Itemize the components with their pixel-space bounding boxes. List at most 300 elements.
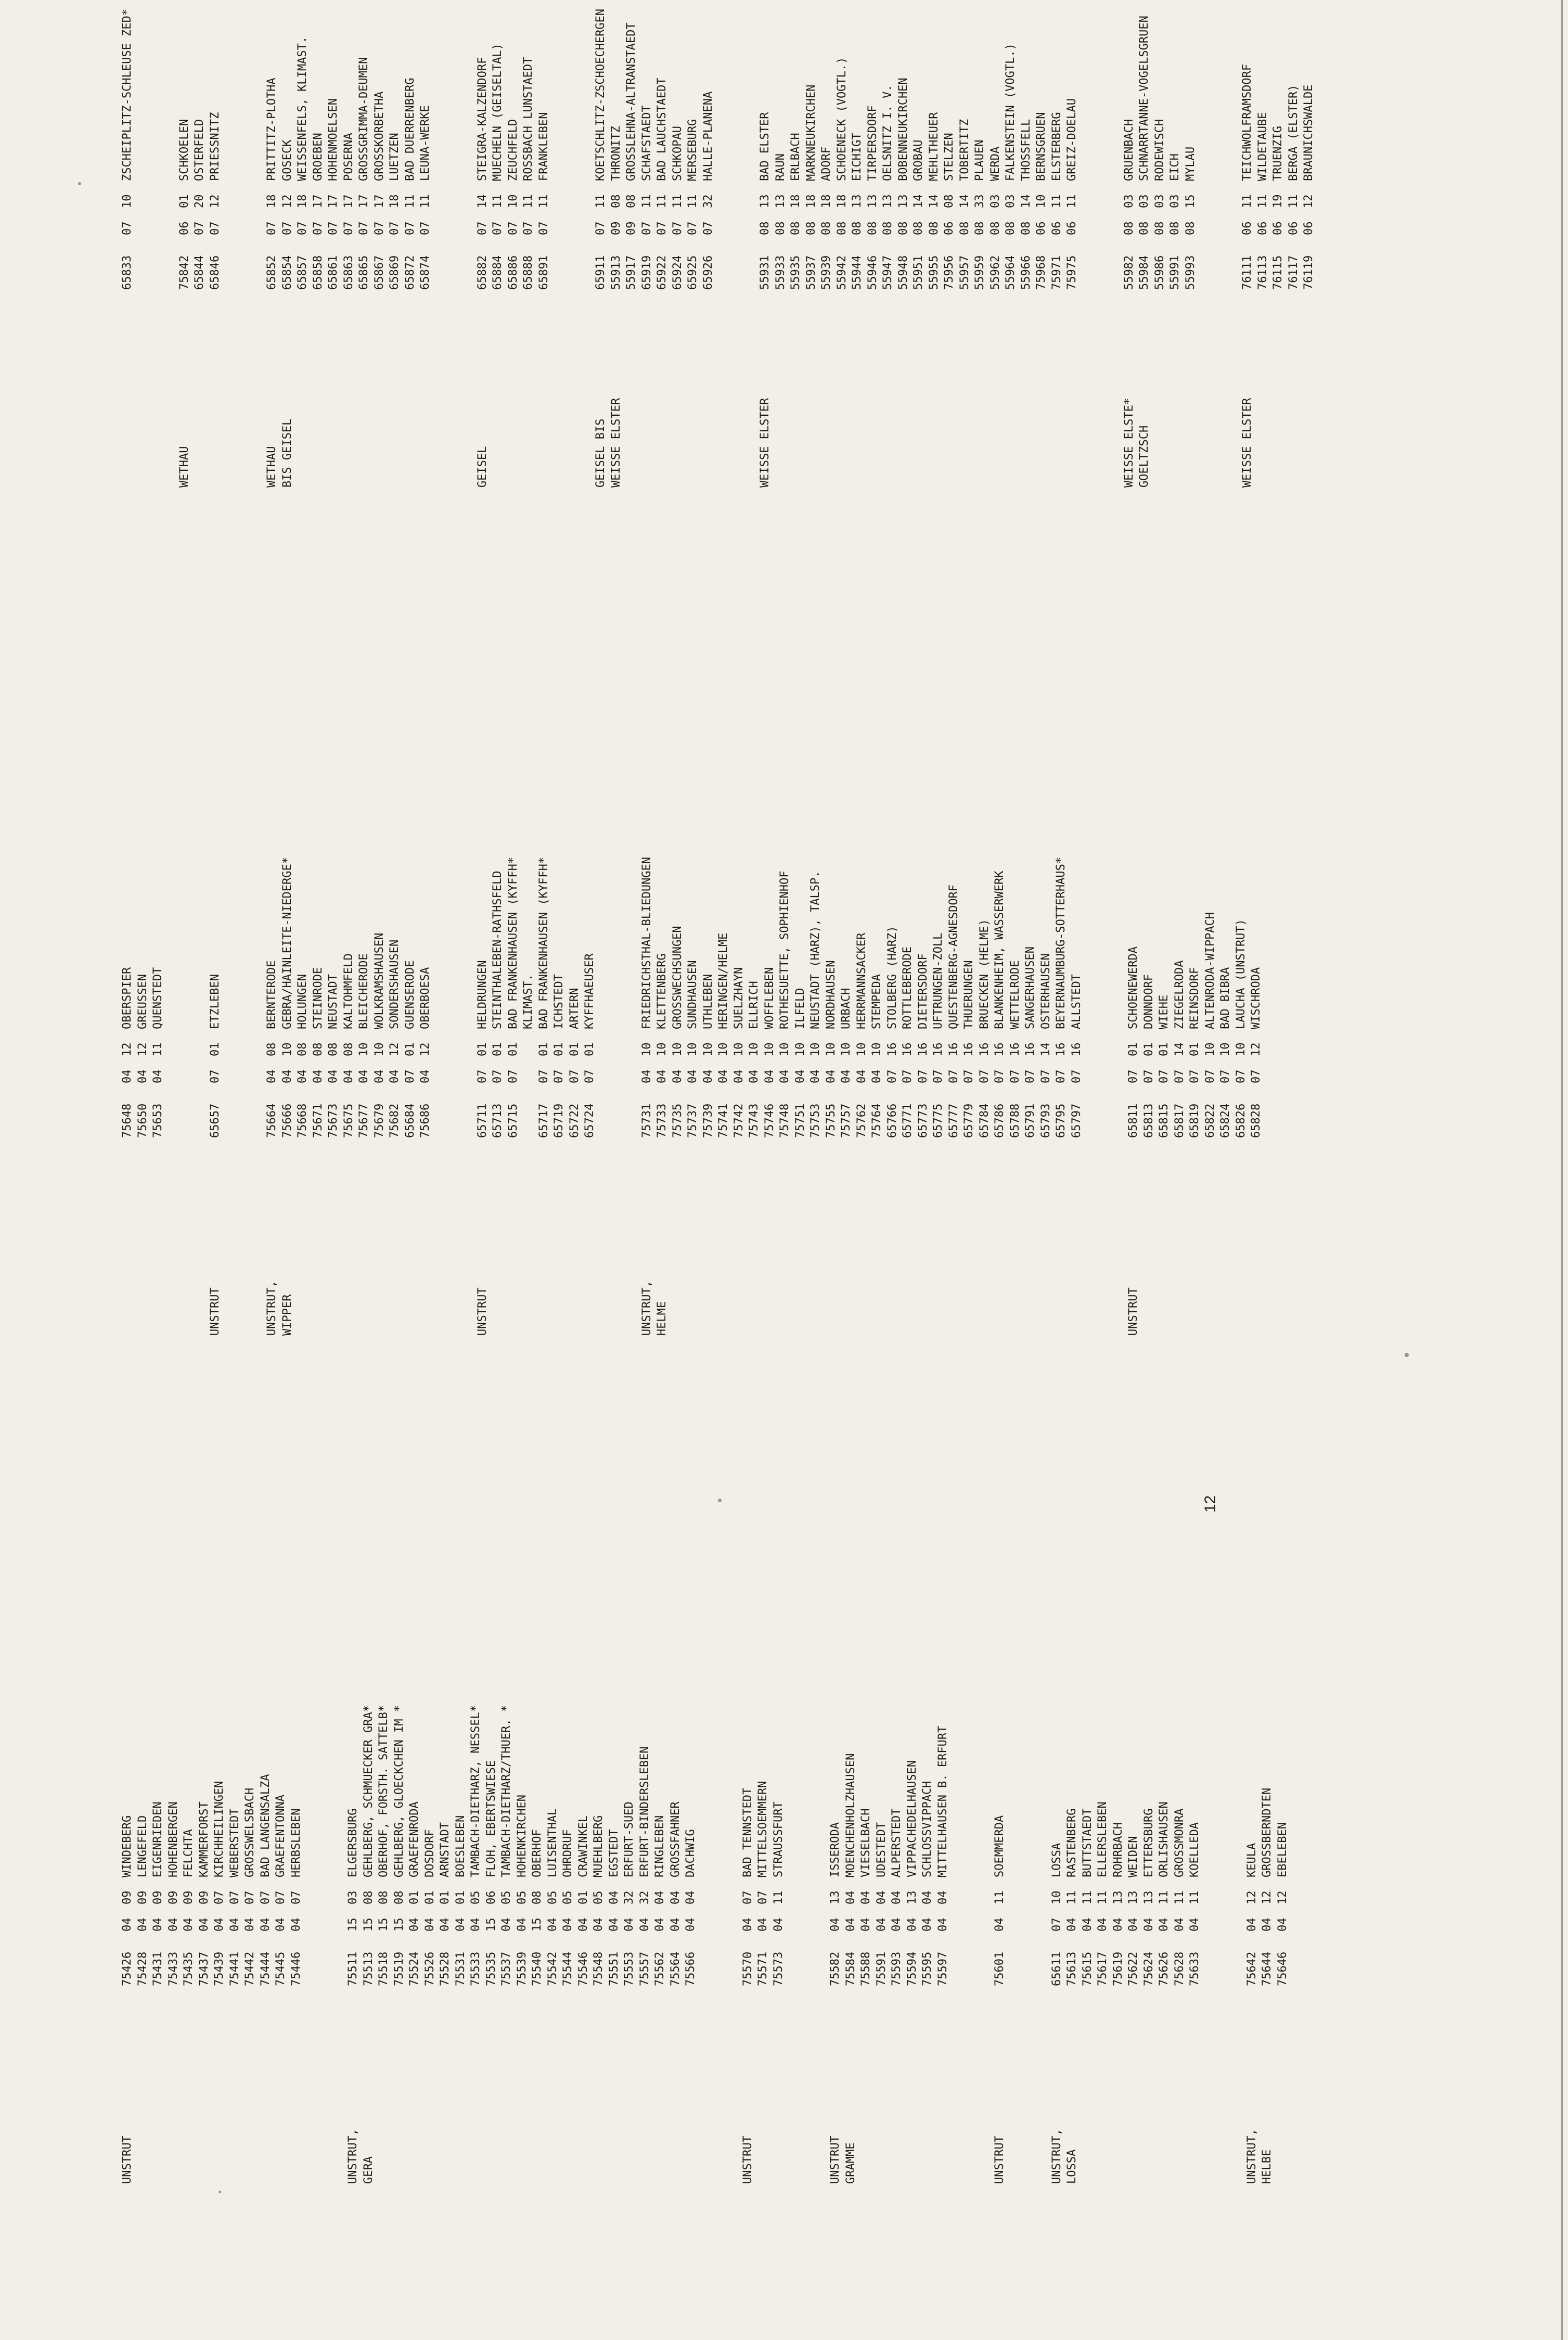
river-name xyxy=(521,290,536,488)
station-name: GEHLBERG, SCHMUECKER GRA* xyxy=(362,1705,375,1877)
county-code: 08 xyxy=(362,1890,375,1904)
district-code: 08 xyxy=(851,221,864,235)
district-code: 07 xyxy=(193,221,206,235)
river-name xyxy=(1053,1138,1069,1336)
river-name xyxy=(1167,290,1183,488)
district-code: 04 xyxy=(890,1917,903,1932)
district-code: 08 xyxy=(1153,221,1166,235)
district-code: 06 xyxy=(177,221,191,235)
table-row xyxy=(120,347,135,1336)
county-code: 11 xyxy=(1065,194,1078,208)
station-name: POSERNA xyxy=(342,133,355,181)
river-name xyxy=(793,1138,808,1336)
station-code: 75648 xyxy=(121,1103,134,1138)
river-name xyxy=(1019,290,1034,488)
district-code: 07 xyxy=(475,1069,489,1083)
district-code: 07 xyxy=(403,221,417,235)
table-row xyxy=(150,347,166,1336)
district-code: 04 xyxy=(840,1069,853,1083)
station-code: 65846 xyxy=(208,255,222,290)
county-code: 01 xyxy=(1127,1042,1140,1056)
station-name: STELZEN xyxy=(943,133,956,181)
scan-speck xyxy=(78,182,81,185)
station-name: ORLISHAUSEN xyxy=(1158,1801,1171,1877)
district-code: 04 xyxy=(342,1069,355,1083)
river-name xyxy=(1008,1138,1023,1336)
river-name xyxy=(1203,1138,1218,1336)
district-code: 15 xyxy=(362,1917,375,1932)
station-name: SCHNARRTANNE-VOGELSGRUEN xyxy=(1138,16,1151,181)
river-name xyxy=(905,1986,920,2184)
table-row xyxy=(1233,347,1249,1336)
district-code: 07 xyxy=(1008,1069,1022,1083)
station-name: SCHOENEWERDA xyxy=(1127,947,1140,1029)
river-name xyxy=(197,1986,212,2184)
river-name xyxy=(654,290,670,488)
table-row xyxy=(392,1195,407,2184)
station-code: 75633 xyxy=(1188,1951,1201,1986)
county-code: 13 xyxy=(1111,1890,1125,1904)
river-name xyxy=(150,1986,166,2184)
river-name xyxy=(850,290,865,488)
table-row xyxy=(911,0,927,488)
county-code: 04 xyxy=(844,1890,857,1904)
river-name: UNSTRUT, xyxy=(265,1281,278,1336)
station-code: 55913 xyxy=(609,255,623,290)
river-name xyxy=(181,1986,197,2184)
table-row xyxy=(506,0,521,488)
district-code: 04 xyxy=(388,1069,401,1083)
river-block xyxy=(475,0,552,488)
station-code: 75446 xyxy=(289,1951,303,1986)
table-row xyxy=(716,347,731,1336)
county-code: 10 xyxy=(1234,1042,1248,1056)
station-name: GROSSGRIMMA-DEUMEN xyxy=(357,57,370,181)
county-code: 10 xyxy=(809,1042,822,1056)
county-code: 12 xyxy=(280,194,294,208)
district-code: 07 xyxy=(1050,1917,1063,1932)
county-code: 10 xyxy=(640,1042,653,1056)
river-name xyxy=(992,1138,1008,1336)
county-code: 12 xyxy=(208,194,222,208)
table-row xyxy=(639,347,655,1336)
station-code: 65861 xyxy=(327,255,340,290)
station-name: BAD LAUCHSTAEDT xyxy=(656,78,669,181)
station-name: BLANKENHEIM, WASSERWERK xyxy=(993,871,1006,1029)
district-code: 04 xyxy=(1111,1917,1125,1932)
station-name: SCHKOELEN xyxy=(177,119,191,181)
table-row xyxy=(1126,347,1141,1336)
district-code: 04 xyxy=(1127,1917,1140,1932)
station-name: MUECHELN (GEISELTAL) xyxy=(491,43,504,181)
county-code: 10 xyxy=(656,1042,669,1056)
district-code: 08 xyxy=(759,221,772,235)
table-row xyxy=(992,347,1008,1336)
table-row xyxy=(771,1195,787,2184)
station-name: BAD TENNSTEDT xyxy=(741,1787,754,1877)
county-code: 10 xyxy=(717,1042,730,1056)
station-name: SCHOENECK (VOGTL.) xyxy=(835,57,849,181)
county-code: 16 xyxy=(932,1042,945,1056)
station-name: NEUSTADT xyxy=(327,974,340,1029)
river-name xyxy=(685,1138,701,1336)
district-code: 04 xyxy=(372,1069,386,1083)
table-row xyxy=(166,1195,182,2184)
river-name xyxy=(869,1138,885,1336)
table-row xyxy=(762,347,778,1336)
county-code: 11 xyxy=(419,194,432,208)
station-code: 55964 xyxy=(1004,255,1017,290)
district-code: 07 xyxy=(1250,1069,1263,1083)
county-code: 11 xyxy=(151,1042,164,1056)
table-row xyxy=(624,0,639,488)
station-name: EIGENRIEDEN xyxy=(151,1801,164,1877)
table-row xyxy=(591,1195,607,2184)
district-code: 04 xyxy=(748,1069,761,1083)
table-row xyxy=(896,0,911,488)
station-name: BAD FRANKENHAUSEN (KYFFH* xyxy=(506,856,520,1029)
district-code: 08 xyxy=(927,221,941,235)
river-name xyxy=(418,290,433,488)
table-row xyxy=(1019,0,1034,488)
table-row xyxy=(1095,1195,1111,2184)
river-name: UNSTRUT xyxy=(121,2136,134,2184)
county-code: 07 xyxy=(274,1890,287,1904)
station-code: 65922 xyxy=(656,255,669,290)
station-code: 65777 xyxy=(947,1103,960,1138)
river-name xyxy=(755,1986,771,2184)
county-code: 08 xyxy=(943,194,956,208)
station-name: STEINRODE xyxy=(311,967,325,1029)
table-row xyxy=(1137,0,1152,488)
county-code: 08 xyxy=(392,1890,406,1904)
river-name: GEISEL xyxy=(475,446,489,488)
station-name: OSTERFELD xyxy=(193,119,206,181)
station-name: BEYERNAUMBURG-SOTTERHAUS* xyxy=(1055,856,1068,1029)
county-code: 16 xyxy=(1024,1042,1037,1056)
river-name xyxy=(1023,1138,1038,1336)
table-row xyxy=(1126,1195,1141,2184)
county-code: 11 xyxy=(1173,1890,1186,1904)
river-name xyxy=(372,290,388,488)
river-name: UNSTRUT, xyxy=(1050,2129,1063,2184)
district-code: 04 xyxy=(197,1917,211,1932)
station-code: 65817 xyxy=(1173,1103,1186,1138)
table-row xyxy=(372,0,388,488)
scan-speck xyxy=(718,1499,722,1502)
station-code: 55948 xyxy=(896,255,910,290)
county-code: 13 xyxy=(866,194,879,208)
river-name xyxy=(1218,1138,1233,1336)
district-code: 04 xyxy=(701,1069,715,1083)
station-code: 75622 xyxy=(1127,1951,1140,1986)
county-code: 11 xyxy=(1065,1890,1078,1904)
district-code: 04 xyxy=(419,1069,432,1083)
district-code: 15 xyxy=(484,1917,498,1932)
district-code: 04 xyxy=(454,1917,467,1932)
river-block xyxy=(1126,347,1264,1336)
station-name: GROBAU xyxy=(912,139,925,181)
station-code: 55957 xyxy=(958,255,971,290)
county-code: 01 xyxy=(1158,1042,1171,1056)
station-name: LOSSA xyxy=(1050,1843,1063,1877)
county-code: 04 xyxy=(921,1890,934,1904)
station-code: 65722 xyxy=(568,1103,581,1138)
station-code: 55917 xyxy=(625,255,638,290)
table-row xyxy=(567,347,583,1336)
table-row xyxy=(326,0,341,488)
table-row xyxy=(935,1195,951,2184)
table-row xyxy=(1064,1195,1080,2184)
county-code: 04 xyxy=(859,1890,872,1904)
river-name: WEISSE ELSTER xyxy=(759,398,772,488)
district-code: 07 xyxy=(1158,1069,1171,1083)
table-row xyxy=(865,0,881,488)
county-code: 11 xyxy=(772,1890,785,1904)
river-name xyxy=(839,1138,854,1336)
station-name: PLAUEN xyxy=(973,139,986,181)
table-row xyxy=(345,1195,361,2184)
district-code: 04 xyxy=(638,1917,651,1932)
county-code: 32 xyxy=(623,1890,636,1904)
station-name: GROSSLEHNA-ALTRANSTAEDT xyxy=(625,22,638,181)
district-code: 07 xyxy=(1234,1069,1248,1083)
table-row xyxy=(264,0,280,488)
table-row xyxy=(560,1195,576,2184)
table-row xyxy=(341,0,357,488)
station-code: 75428 xyxy=(136,1951,149,1986)
river-name xyxy=(418,1138,433,1336)
table-row xyxy=(490,347,506,1336)
district-code: 07 xyxy=(1070,1069,1083,1083)
scan-speck xyxy=(1405,1353,1409,1357)
district-code: 04 xyxy=(1276,1917,1289,1932)
county-code: 09 xyxy=(166,1890,180,1904)
station-code: 55946 xyxy=(866,255,879,290)
county-code: 11 xyxy=(1241,194,1254,208)
county-code: 07 xyxy=(243,1890,256,1904)
station-code: 75757 xyxy=(840,1103,853,1138)
table-row xyxy=(788,0,804,488)
district-code: 04 xyxy=(1245,1917,1258,1932)
station-code: 75557 xyxy=(638,1951,651,1986)
river-name xyxy=(1069,1138,1085,1336)
station-code: 75591 xyxy=(875,1951,888,1986)
district-code: 15 xyxy=(531,1917,544,1932)
county-code: 10 xyxy=(870,1042,883,1056)
table-row xyxy=(637,1195,653,2184)
river-name xyxy=(311,290,326,488)
river-name xyxy=(1255,290,1271,488)
district-code: 04 xyxy=(763,1069,776,1083)
station-code: 75551 xyxy=(607,1951,621,1986)
river-name xyxy=(387,290,403,488)
station-name: WERDA xyxy=(988,146,1002,181)
station-name: ELGERSBURG xyxy=(346,1808,359,1877)
district-code: 04 xyxy=(772,1917,785,1932)
river-name xyxy=(1301,290,1317,488)
district-code: 04 xyxy=(561,1917,574,1932)
district-code: 07 xyxy=(686,221,699,235)
station-code: 75646 xyxy=(1276,1951,1289,1986)
table-row xyxy=(258,1195,274,2184)
table-row xyxy=(905,1195,920,2184)
station-code: 65717 xyxy=(537,1103,550,1138)
station-code: 65852 xyxy=(265,255,278,290)
table-row xyxy=(227,1195,243,2184)
district-code: 08 xyxy=(1184,221,1197,235)
table-row xyxy=(683,1195,699,2184)
station-code: 65715 xyxy=(506,1103,520,1138)
table-row xyxy=(475,347,491,1336)
station-code: 75642 xyxy=(1245,1951,1258,1986)
table-row xyxy=(942,0,957,488)
station-code: 75668 xyxy=(296,1103,309,1138)
station-name: REINSDORF xyxy=(1188,967,1201,1029)
county-code: 08 xyxy=(327,1042,340,1056)
river-name: GOELTZSCH xyxy=(1138,425,1151,488)
river-name: LOSSA xyxy=(1065,2149,1078,2184)
station-code: 65854 xyxy=(280,255,294,290)
station-code: 65786 xyxy=(993,1103,1006,1138)
district-code: 04 xyxy=(576,1917,590,1932)
station-name: UTHLEBEN xyxy=(701,974,715,1029)
river-name: GERA xyxy=(362,2156,375,2184)
district-code: 04 xyxy=(1096,1917,1109,1932)
river-name xyxy=(834,290,850,488)
table-row xyxy=(197,1195,212,2184)
county-code: 33 xyxy=(973,194,986,208)
county-code: 01 xyxy=(475,1042,489,1056)
station-code: 75518 xyxy=(377,1951,390,1986)
table-row xyxy=(828,1195,843,2184)
river-name xyxy=(356,1138,372,1336)
station-name: EGSTEDT xyxy=(607,1829,621,1877)
table-row xyxy=(361,1195,377,2184)
station-name: BRAUNICHSWALDE xyxy=(1302,84,1315,181)
district-code: 07 xyxy=(1219,1069,1232,1083)
station-code: 75615 xyxy=(1081,1951,1094,1986)
river-name xyxy=(120,1138,135,1336)
district-code: 08 xyxy=(835,221,849,235)
district-code: 04 xyxy=(732,1069,746,1083)
station-name: FELCHTA xyxy=(182,1829,195,1877)
station-name: GROSSWELSBACH xyxy=(243,1787,256,1877)
table-row xyxy=(1249,347,1264,1336)
county-code: 01 xyxy=(1142,1042,1155,1056)
station-code: 75564 xyxy=(669,1951,682,1986)
river-block xyxy=(593,0,716,488)
county-code: 12 xyxy=(388,1042,401,1056)
station-code: 75573 xyxy=(772,1951,785,1986)
station-name: MUEHLBERG xyxy=(592,1815,605,1877)
district-code: 07 xyxy=(656,221,669,235)
station-code: 55993 xyxy=(1184,255,1197,290)
district-code: 15 xyxy=(346,1917,359,1932)
station-code: 75524 xyxy=(408,1951,421,1986)
county-code: 03 xyxy=(1153,194,1166,208)
table-row xyxy=(654,347,670,1336)
table-row xyxy=(484,1195,499,2184)
river-name xyxy=(591,1986,607,2184)
county-code: 09 xyxy=(136,1890,149,1904)
river-name xyxy=(326,290,341,488)
table-row xyxy=(311,0,326,488)
county-code: 10 xyxy=(824,1042,838,1056)
station-name: BUTTSTAEDT xyxy=(1081,1808,1094,1877)
county-code: 10 xyxy=(280,1042,294,1056)
county-code: 10 xyxy=(1050,1890,1063,1904)
river-name xyxy=(166,1986,182,2184)
district-code: 07 xyxy=(1142,1069,1155,1083)
river-name xyxy=(808,1138,824,1336)
district-code: 04 xyxy=(623,1917,636,1932)
station-code: 75531 xyxy=(454,1951,467,1986)
district-code: 04 xyxy=(327,1069,340,1083)
county-code: 11 xyxy=(1256,194,1269,208)
table-row xyxy=(1122,0,1137,488)
river-name xyxy=(1275,1986,1291,2184)
district-code: 07 xyxy=(419,221,432,235)
river-name xyxy=(889,1986,905,2184)
station-code: 65891 xyxy=(537,255,550,290)
district-code: 04 xyxy=(793,1069,807,1083)
county-code: 03 xyxy=(1168,194,1181,208)
table-row xyxy=(499,1195,515,2184)
table-row xyxy=(280,347,295,1336)
river-name xyxy=(1038,1138,1054,1336)
river-name xyxy=(771,1986,787,2184)
station-name: THUERUNGEN xyxy=(962,960,975,1029)
station-name: GROSSWECHSUNGEN xyxy=(671,926,684,1029)
county-code: 18 xyxy=(804,194,818,208)
district-code: 07 xyxy=(491,221,504,235)
station-name: NEUSTADT (HARZ), TALSP. xyxy=(809,871,822,1029)
table-row xyxy=(685,347,701,1336)
district-code: 07 xyxy=(280,221,294,235)
table-row xyxy=(1270,0,1286,488)
station-code: 75751 xyxy=(793,1103,807,1138)
district-code: 08 xyxy=(912,221,925,235)
table-row xyxy=(545,1195,561,2184)
station-name: KAMMERFORST xyxy=(197,1801,211,1877)
county-code: 12 xyxy=(1261,1890,1274,1904)
station-name: SUNDHAUSEN xyxy=(686,960,699,1029)
district-code: 04 xyxy=(1188,1917,1201,1932)
district-code: 07 xyxy=(916,1069,930,1083)
county-code: 04 xyxy=(684,1890,697,1904)
station-code: 55933 xyxy=(774,255,787,290)
station-name: ROTTLEBERODE xyxy=(901,947,914,1029)
river-name xyxy=(773,290,789,488)
station-code: 75593 xyxy=(890,1951,903,1986)
river-name xyxy=(1233,1138,1249,1336)
station-name: STRAUSSFURT xyxy=(772,1801,785,1877)
station-name: ERLBACH xyxy=(789,133,802,181)
district-code: 06 xyxy=(1302,221,1315,235)
station-code: 75619 xyxy=(1111,1951,1125,1986)
table-row xyxy=(858,1195,874,2184)
station-name: LUETZEN xyxy=(388,133,401,181)
district-code: 04 xyxy=(500,1917,513,1932)
river-name xyxy=(392,1986,407,2184)
station-name: BLEICHERODE xyxy=(357,953,370,1029)
station-code: 75971 xyxy=(1050,255,1063,290)
station-code: 75679 xyxy=(372,1103,386,1138)
county-code: 32 xyxy=(638,1890,651,1904)
table-row xyxy=(341,347,357,1336)
station-name: ERFURT-BINDERSLEBEN xyxy=(638,1746,651,1877)
